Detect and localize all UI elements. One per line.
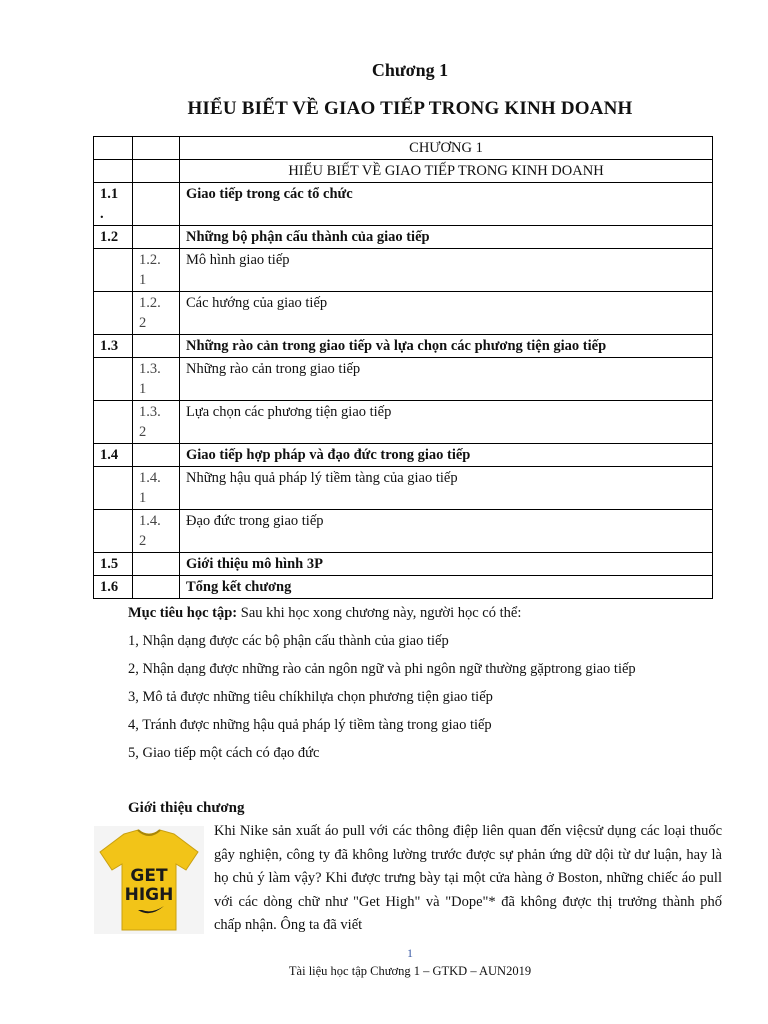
toc-subsection-number: 1.4. 1 bbox=[133, 467, 180, 510]
toc-section-number bbox=[94, 467, 133, 510]
toc-entry-text: Các hướng của giao tiếp bbox=[180, 292, 713, 335]
toc-row bbox=[94, 553, 713, 576]
toc-entry-text: Những bộ phận cấu thành của giao tiếp bbox=[180, 226, 713, 249]
shirt-text-line2: HIGH bbox=[124, 885, 174, 905]
toc-subsection-number bbox=[133, 226, 180, 249]
toc-section-number bbox=[94, 401, 133, 444]
shirt-text-line1: GET bbox=[130, 866, 168, 886]
toc-section-number bbox=[94, 292, 133, 335]
toc-row bbox=[94, 510, 713, 553]
toc-entry-text: Giao tiếp hợp pháp và đạo đức trong giao tiếp bbox=[180, 444, 713, 467]
table-of-contents bbox=[93, 136, 713, 599]
toc-header-chapter: CHƯƠNG 1 bbox=[180, 137, 713, 160]
toc-row bbox=[94, 249, 713, 292]
toc-section-number: 1.5 bbox=[94, 553, 133, 576]
toc-section-number bbox=[94, 358, 133, 401]
toc-header-row bbox=[94, 137, 713, 160]
toc-subsection-number bbox=[133, 335, 180, 358]
toc-section-number: 1.3 bbox=[94, 335, 133, 358]
toc-subsection-number: 1.3. 1 bbox=[133, 358, 180, 401]
toc-row bbox=[94, 226, 713, 249]
toc-row bbox=[94, 292, 713, 335]
tshirt-image bbox=[94, 826, 204, 934]
intro-body: Khi Nike sản xuất áo pull với các thông điệp liên quan đến việcsử dụng các loại thuốc gây nghiện, công ty đã không lường trước được sự phản ứng dữ dội từ dư luận, hay là họ chủ ý làm vậy? Khi được trưng bày tại một cửa hàng ở Boston, những chiếc áo pull với các dòng chữ như "Get High" và "Dope"* đã không được thị trưởng thành phố chấp nhận. Ông ta đã viết bbox=[214, 823, 722, 933]
objective-item: 2, Nhận dạng được những rào cản ngôn ngữ và phi ngôn ngữ thường gặptrong giao tiếp bbox=[128, 661, 636, 677]
chapter-title: HIỂU BIẾT VỀ GIAO TIẾP TRONG KINH DOANH bbox=[187, 98, 633, 119]
objective-item: 5, Giao tiếp một cách có đạo đức bbox=[128, 745, 320, 761]
toc-entry-text: Những hậu quả pháp lý tiềm tàng của giao tiếp bbox=[180, 467, 713, 510]
toc-subsection-number: 1.3. 2 bbox=[133, 401, 180, 444]
toc-entry-text: Những rào cản trong giao tiếp bbox=[180, 358, 713, 401]
toc-row bbox=[94, 358, 713, 401]
toc-entry-text: Đạo đức trong giao tiếp bbox=[180, 510, 713, 553]
toc-section-number bbox=[94, 249, 133, 292]
toc-entry-text: Tổng kết chương bbox=[180, 576, 713, 599]
chapter-number: Chương 1 bbox=[371, 60, 449, 80]
intro-heading: Giới thiệu chương bbox=[128, 800, 245, 816]
objectives-label: Mục tiêu học tập: bbox=[128, 605, 238, 621]
toc-entry-text: Lựa chọn các phương tiện giao tiếp bbox=[180, 401, 713, 444]
toc-section-number: 1.1 . bbox=[94, 183, 133, 226]
toc-row bbox=[94, 183, 713, 226]
toc-row bbox=[94, 467, 713, 510]
toc-subsection-number: 1.4. 2 bbox=[133, 510, 180, 553]
learning-objectives bbox=[128, 604, 728, 772]
toc-row bbox=[94, 401, 713, 444]
footer-text: Tài liệu học tập Chương 1 – GTKD – AUN2019 bbox=[288, 964, 532, 978]
objective-item: 3, Mô tả được những tiêu chíkhilựa chọn phương tiện giao tiếp bbox=[128, 689, 493, 705]
toc-entry-text: Giới thiệu mô hình 3P bbox=[180, 553, 713, 576]
toc-entry-text: Những rào cản trong giao tiếp và lựa chọn các phương tiện giao tiếp bbox=[180, 335, 713, 358]
toc-row bbox=[94, 576, 713, 599]
toc-section-number: 1.6 bbox=[94, 576, 133, 599]
objectives-intro-text: Sau khi học xong chương này, người học có thể: bbox=[237, 605, 522, 621]
toc-subsection-number bbox=[133, 576, 180, 599]
toc-subsection-number bbox=[133, 444, 180, 467]
toc-subsection-number: 1.2. 2 bbox=[133, 292, 180, 335]
toc-subsection-number bbox=[133, 553, 180, 576]
toc-section-number: 1.4 bbox=[94, 444, 133, 467]
objective-item: 1, Nhận dạng được các bộ phận cấu thành của giao tiếp bbox=[128, 633, 449, 649]
objectives-intro bbox=[128, 604, 728, 622]
toc-row bbox=[94, 444, 713, 467]
toc-header-title: HIỂU BIẾT VỀ GIAO TIẾP TRONG KINH DOANH bbox=[180, 160, 713, 183]
toc-entry-text: Giao tiếp trong các tổ chức bbox=[180, 183, 713, 226]
objective-item: 4, Tránh được những hậu quả pháp lý tiềm tàng trong giao tiếp bbox=[128, 717, 492, 733]
toc-row bbox=[94, 335, 713, 358]
toc-subsection-number: 1.2. 1 bbox=[133, 249, 180, 292]
page-number: 1 bbox=[407, 946, 413, 960]
toc-subsection-number bbox=[133, 183, 180, 226]
toc-section-number bbox=[94, 510, 133, 553]
toc-header-row bbox=[94, 160, 713, 183]
toc-section-number: 1.2 bbox=[94, 226, 133, 249]
toc-entry-text: Mô hình giao tiếp bbox=[180, 249, 713, 292]
